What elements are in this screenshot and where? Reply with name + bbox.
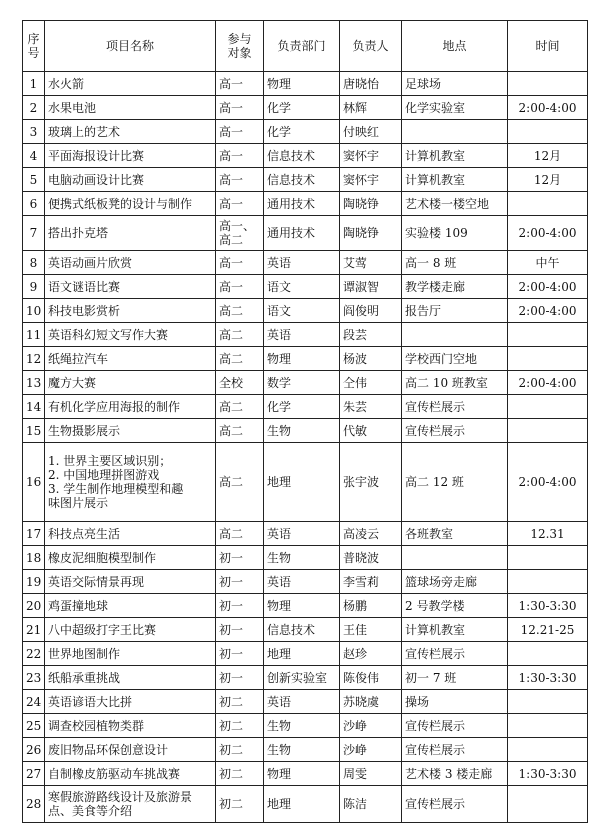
responsible-person: 朱芸 — [340, 395, 402, 419]
project-name-line: 鸡蛋撞地球 — [48, 598, 109, 613]
responsible-dept: 语文 — [264, 299, 340, 323]
location: 计算机教室 — [402, 144, 508, 168]
participant-group-line: 高二 — [219, 526, 244, 541]
time: 2:00-4:00 — [508, 275, 588, 299]
responsible-person: 林辉 — [340, 96, 402, 120]
location: 艺术楼一楼空地 — [402, 192, 508, 216]
row-number: 9 — [23, 275, 45, 299]
table-row — [23, 786, 588, 823]
table-row — [23, 443, 588, 522]
project-name-line: 水火箭 — [48, 76, 85, 91]
participant-group-line: 高二 — [219, 327, 244, 342]
time — [508, 714, 588, 738]
row-number: 13 — [23, 371, 45, 395]
row-number: 19 — [23, 570, 45, 594]
time — [508, 786, 588, 823]
table-row — [23, 570, 588, 594]
table-body — [23, 72, 588, 823]
time: 12月 — [508, 168, 588, 192]
location: 宣传栏展示 — [402, 738, 508, 762]
table-row — [23, 96, 588, 120]
project-name-line: 电脑动画设计比赛 — [48, 172, 145, 187]
responsible-person: 付映红 — [340, 120, 402, 144]
participant-group — [216, 690, 264, 714]
participant-group — [216, 120, 264, 144]
project-name — [45, 275, 216, 299]
participant-group-line: 高一 — [219, 100, 244, 115]
project-name-line: 魔方大赛 — [48, 375, 97, 390]
project-name — [45, 168, 216, 192]
time: 1:30-3:30 — [508, 594, 588, 618]
participant-group — [216, 72, 264, 96]
row-number: 15 — [23, 419, 45, 443]
project-name — [45, 714, 216, 738]
responsible-dept: 语文 — [264, 275, 340, 299]
location: 宣传栏展示 — [402, 786, 508, 823]
row-number: 18 — [23, 546, 45, 570]
project-name-line: 废旧物品环保创意设计 — [48, 742, 169, 757]
time: 1:30-3:30 — [508, 666, 588, 690]
project-name — [45, 443, 216, 522]
participant-group-line: 初二 — [219, 718, 244, 733]
table-row — [23, 546, 588, 570]
project-name-line: 有机化学应用海报的制作 — [48, 399, 181, 414]
responsible-person: 沙峥 — [340, 714, 402, 738]
table-row — [23, 395, 588, 419]
responsible-dept: 生物 — [264, 738, 340, 762]
project-name-line: 搭出扑克塔 — [48, 226, 109, 240]
location: 2 号教学楼 — [402, 594, 508, 618]
participant-group-line: 高一、 — [219, 219, 256, 233]
participant-group-line: 初一 — [219, 598, 244, 613]
responsible-person: 窦怀宇 — [340, 144, 402, 168]
project-name — [45, 144, 216, 168]
table-row — [23, 120, 588, 144]
project-name — [45, 666, 216, 690]
project-name — [45, 522, 216, 546]
participant-group — [216, 443, 264, 522]
responsible-person: 谭淑智 — [340, 275, 402, 299]
responsible-dept: 物理 — [264, 594, 340, 618]
table-row — [23, 192, 588, 216]
responsible-dept: 化学 — [264, 96, 340, 120]
participant-group-line: 高一 — [219, 148, 244, 163]
participant-group — [216, 299, 264, 323]
table-row — [23, 144, 588, 168]
project-name-line: 玻璃上的艺术 — [48, 124, 121, 139]
row-number: 25 — [23, 714, 45, 738]
responsible-dept: 地理 — [264, 786, 340, 823]
responsible-person: 周雯 — [340, 762, 402, 786]
header-lead: 负责人 — [340, 21, 402, 72]
project-name — [45, 618, 216, 642]
table-row — [23, 371, 588, 395]
participant-group-line: 高二 — [219, 233, 244, 247]
project-name-line: 纸船承重挑战 — [48, 670, 121, 685]
table-row — [23, 714, 588, 738]
participant-group — [216, 522, 264, 546]
project-name-line: 味图片展示 — [48, 496, 109, 510]
responsible-person: 陈俊伟 — [340, 666, 402, 690]
participant-group-line: 高二 — [219, 475, 244, 489]
row-number: 24 — [23, 690, 45, 714]
table-row — [23, 347, 588, 371]
responsible-dept: 英语 — [264, 570, 340, 594]
location: 宣传栏展示 — [402, 395, 508, 419]
responsible-dept: 信息技术 — [264, 618, 340, 642]
location — [402, 323, 508, 347]
time — [508, 419, 588, 443]
time: 2:00-4:00 — [508, 299, 588, 323]
row-number: 27 — [23, 762, 45, 786]
responsible-dept: 英语 — [264, 690, 340, 714]
location: 操场 — [402, 690, 508, 714]
project-name-line: 八中超级打字王比赛 — [48, 622, 157, 637]
row-number: 16 — [23, 443, 45, 522]
responsible-dept: 英语 — [264, 522, 340, 546]
project-name — [45, 642, 216, 666]
project-name — [45, 371, 216, 395]
time: 2:00-4:00 — [508, 216, 588, 251]
time: 中午 — [508, 251, 588, 275]
row-number: 3 — [23, 120, 45, 144]
row-number: 26 — [23, 738, 45, 762]
responsible-person: 张宇波 — [340, 443, 402, 522]
time — [508, 395, 588, 419]
project-name — [45, 192, 216, 216]
project-name — [45, 251, 216, 275]
time: 2:00-4:00 — [508, 96, 588, 120]
participant-group — [216, 251, 264, 275]
responsible-dept: 数学 — [264, 371, 340, 395]
responsible-person: 陶晓铮 — [340, 192, 402, 216]
table-row — [23, 251, 588, 275]
responsible-person: 苏晓虞 — [340, 690, 402, 714]
time — [508, 690, 588, 714]
row-number: 4 — [23, 144, 45, 168]
location: 化学实验室 — [402, 96, 508, 120]
participant-group — [216, 275, 264, 299]
participant-group — [216, 395, 264, 419]
responsible-person: 高凌云 — [340, 522, 402, 546]
project-name — [45, 546, 216, 570]
responsible-person: 段芸 — [340, 323, 402, 347]
time: 12.31 — [508, 522, 588, 546]
responsible-person: 陈洁 — [340, 786, 402, 823]
project-name-line: 科技点亮生活 — [48, 526, 121, 541]
responsible-dept: 地理 — [264, 443, 340, 522]
responsible-person: 杨波 — [340, 347, 402, 371]
responsible-person: 陶晓铮 — [340, 216, 402, 251]
responsible-dept: 地理 — [264, 642, 340, 666]
row-number: 14 — [23, 395, 45, 419]
project-name — [45, 96, 216, 120]
location: 计算机教室 — [402, 618, 508, 642]
participant-group — [216, 216, 264, 251]
participant-group-line: 高一 — [219, 279, 244, 294]
responsible-dept: 物理 — [264, 762, 340, 786]
project-name-line: 生物摄影展示 — [48, 423, 121, 438]
row-number: 1 — [23, 72, 45, 96]
project-name — [45, 762, 216, 786]
table-row — [23, 690, 588, 714]
project-name-line: 英语谚语大比拼 — [48, 694, 133, 709]
participant-group-line: 初一 — [219, 670, 244, 685]
row-number: 28 — [23, 786, 45, 823]
time — [508, 72, 588, 96]
time — [508, 546, 588, 570]
responsible-dept: 信息技术 — [264, 168, 340, 192]
project-name-line: 寒假旅游路线设计及旅游景 — [48, 790, 193, 804]
location: 各班教室 — [402, 522, 508, 546]
participant-group — [216, 96, 264, 120]
row-number: 21 — [23, 618, 45, 642]
table-row — [23, 618, 588, 642]
project-name — [45, 690, 216, 714]
location: 初一 7 班 — [402, 666, 508, 690]
responsible-dept: 生物 — [264, 419, 340, 443]
location: 宣传栏展示 — [402, 714, 508, 738]
participant-group — [216, 546, 264, 570]
responsible-person: 艾莺 — [340, 251, 402, 275]
table-row — [23, 666, 588, 690]
responsible-person: 王佳 — [340, 618, 402, 642]
project-name-line: 纸绳拉汽车 — [48, 351, 109, 366]
row-number: 20 — [23, 594, 45, 618]
responsible-dept: 物理 — [264, 347, 340, 371]
responsible-person: 赵珍 — [340, 642, 402, 666]
time — [508, 323, 588, 347]
responsible-dept: 英语 — [264, 323, 340, 347]
header-num: 序 号 — [23, 21, 45, 72]
participant-group — [216, 714, 264, 738]
participant-group — [216, 347, 264, 371]
row-number: 6 — [23, 192, 45, 216]
participant-group-line: 初一 — [219, 622, 244, 637]
location: 报告厅 — [402, 299, 508, 323]
responsible-dept: 化学 — [264, 120, 340, 144]
header-row — [23, 21, 588, 72]
participant-group-line: 初一 — [219, 646, 244, 661]
row-number: 2 — [23, 96, 45, 120]
participant-group-line: 全校 — [219, 375, 244, 390]
participant-group-line: 初二 — [219, 797, 244, 811]
project-name — [45, 72, 216, 96]
row-number: 11 — [23, 323, 45, 347]
row-number: 8 — [23, 251, 45, 275]
project-name-line: 橡皮泥细胞模型制作 — [48, 550, 157, 565]
project-name-line: 便携式纸板凳的设计与制作 — [48, 196, 193, 211]
participant-group — [216, 419, 264, 443]
location: 艺术楼 3 楼走廊 — [402, 762, 508, 786]
participant-group-line: 高一 — [219, 255, 244, 270]
project-name — [45, 570, 216, 594]
header-dept: 负责部门 — [264, 21, 340, 72]
time — [508, 570, 588, 594]
table-row — [23, 299, 588, 323]
participant-group — [216, 371, 264, 395]
project-name — [45, 299, 216, 323]
responsible-dept: 信息技术 — [264, 144, 340, 168]
project-name — [45, 395, 216, 419]
time: 2:00-4:00 — [508, 443, 588, 522]
time: 2:00-4:00 — [508, 371, 588, 395]
location — [402, 120, 508, 144]
table-row — [23, 642, 588, 666]
participant-group — [216, 168, 264, 192]
table-row — [23, 522, 588, 546]
time — [508, 347, 588, 371]
project-name-line: 调查校园植物类群 — [48, 718, 145, 733]
row-number: 12 — [23, 347, 45, 371]
participant-group — [216, 762, 264, 786]
project-name-line: 水果电池 — [48, 100, 97, 115]
project-name-line: 3. 学生制作地理模型和趣 — [48, 482, 184, 496]
table-row — [23, 738, 588, 762]
location: 宣传栏展示 — [402, 419, 508, 443]
participant-group-line: 高一 — [219, 124, 244, 139]
table-row — [23, 762, 588, 786]
participant-group — [216, 786, 264, 823]
participant-group — [216, 192, 264, 216]
responsible-person: 窦怀宇 — [340, 168, 402, 192]
participant-group-line: 高一 — [219, 172, 244, 187]
time: 12.21-25 — [508, 618, 588, 642]
location: 学校西门空地 — [402, 347, 508, 371]
table-row — [23, 419, 588, 443]
responsible-person: 杨鹏 — [340, 594, 402, 618]
table-row — [23, 594, 588, 618]
project-name-line: 英语科幻短文写作大赛 — [48, 327, 169, 342]
participant-group-line: 高一 — [219, 196, 244, 211]
project-name-line: 平面海报设计比赛 — [48, 148, 145, 163]
project-name — [45, 738, 216, 762]
table-row — [23, 72, 588, 96]
location: 高二 12 班 — [402, 443, 508, 522]
time — [508, 192, 588, 216]
header-loc: 地点 — [402, 21, 508, 72]
participant-group — [216, 666, 264, 690]
row-number: 23 — [23, 666, 45, 690]
location: 教学楼走廊 — [402, 275, 508, 299]
table-row — [23, 168, 588, 192]
header-target: 参与 对象 — [216, 21, 264, 72]
participant-group-line: 初二 — [219, 766, 244, 781]
header-time: 时间 — [508, 21, 588, 72]
project-name — [45, 323, 216, 347]
location: 足球场 — [402, 72, 508, 96]
location — [402, 546, 508, 570]
responsible-dept: 物理 — [264, 72, 340, 96]
participant-group-line: 初二 — [219, 694, 244, 709]
time — [508, 642, 588, 666]
participant-group — [216, 594, 264, 618]
participant-group-line: 高一 — [219, 76, 244, 91]
table-row — [23, 275, 588, 299]
time: 1:30-3:30 — [508, 762, 588, 786]
table-row — [23, 216, 588, 251]
participant-group-line: 初一 — [219, 574, 244, 589]
participant-group — [216, 323, 264, 347]
project-name-line: 点、美食等介绍 — [48, 804, 133, 818]
participant-group-line: 高二 — [219, 303, 244, 318]
project-name-line: 英语动画片欣赏 — [48, 255, 133, 270]
project-name-line: 科技电影赏析 — [48, 303, 121, 318]
participant-group-line: 高二 — [219, 351, 244, 366]
responsible-person: 阎俊明 — [340, 299, 402, 323]
table-row — [23, 323, 588, 347]
participant-group — [216, 144, 264, 168]
project-name-line: 英语交际情景再现 — [48, 574, 145, 589]
project-name — [45, 419, 216, 443]
project-name-line: 自制橡皮筋驱动车挑战赛 — [48, 766, 181, 781]
responsible-person: 李雪莉 — [340, 570, 402, 594]
responsible-person: 沙峥 — [340, 738, 402, 762]
location: 高二 10 班教室 — [402, 371, 508, 395]
location: 宣传栏展示 — [402, 642, 508, 666]
participant-group-line: 高二 — [219, 399, 244, 414]
responsible-dept: 通用技术 — [264, 192, 340, 216]
participant-group-line: 初二 — [219, 742, 244, 757]
header-name: 项目名称 — [45, 21, 216, 72]
project-name — [45, 786, 216, 823]
project-name-line: 2. 中国地理拼图游戏 — [48, 468, 160, 482]
project-name-line: 1. 世界主要区域识别； — [48, 454, 172, 468]
row-number: 22 — [23, 642, 45, 666]
project-name-line: 语文谜语比赛 — [48, 279, 121, 294]
location: 篮球场旁走廊 — [402, 570, 508, 594]
responsible-dept: 化学 — [264, 395, 340, 419]
responsible-dept: 创新实验室 — [264, 666, 340, 690]
project-name — [45, 216, 216, 251]
responsible-person: 仝伟 — [340, 371, 402, 395]
time: 12月 — [508, 144, 588, 168]
responsible-person: 普晓波 — [340, 546, 402, 570]
responsible-person: 唐晓怡 — [340, 72, 402, 96]
project-name — [45, 594, 216, 618]
responsible-dept: 生物 — [264, 546, 340, 570]
responsible-dept: 生物 — [264, 714, 340, 738]
time — [508, 738, 588, 762]
activity-table — [22, 20, 588, 823]
project-name-line: 世界地图制作 — [48, 646, 121, 661]
row-number: 5 — [23, 168, 45, 192]
responsible-person: 代敏 — [340, 419, 402, 443]
project-name — [45, 120, 216, 144]
row-number: 7 — [23, 216, 45, 251]
participant-group — [216, 738, 264, 762]
participant-group-line: 初一 — [219, 550, 244, 565]
location: 计算机教室 — [402, 168, 508, 192]
responsible-dept: 通用技术 — [264, 216, 340, 251]
location: 实验楼 109 — [402, 216, 508, 251]
location: 高一 8 班 — [402, 251, 508, 275]
participant-group — [216, 642, 264, 666]
participant-group — [216, 570, 264, 594]
participant-group — [216, 618, 264, 642]
responsible-dept: 英语 — [264, 251, 340, 275]
time — [508, 120, 588, 144]
participant-group-line: 高二 — [219, 423, 244, 438]
project-name — [45, 347, 216, 371]
row-number: 17 — [23, 522, 45, 546]
row-number: 10 — [23, 299, 45, 323]
